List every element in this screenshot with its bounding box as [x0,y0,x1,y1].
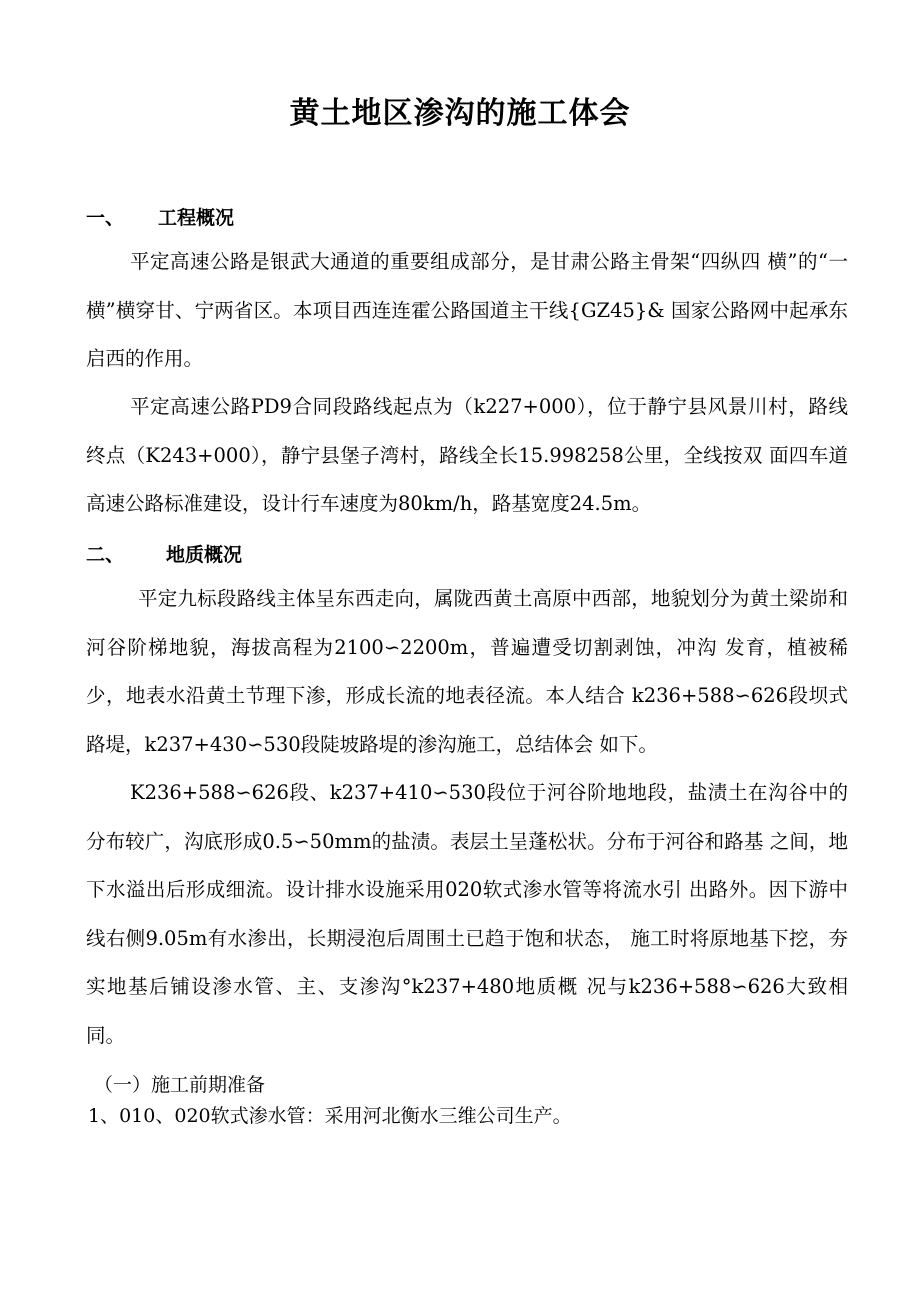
paragraph-overview-1: 平定高速公路是银武大通道的重要组成部分，是甘肃公路主骨架“四纵四 横”的“一横”横穿甘、宁两省区。本项目西连连霍公路国道主干线{GZ45}& 国家公路网中起承东启西的作用。 [86,250,848,370]
section-number-1: 一、 [86,207,125,229]
section-number-2: 二、 [86,544,125,566]
document-title: 黄土地区渗沟的施工体会 [289,96,631,131]
paragraph-overview-2: 平定高速公路PD9合同段路线起点为（k227+000），位于静宁县风景川村，路线终点（K243+000），静宁县堡子湾村，路线全长15.998258公里，全线按双 面四车道高速公路标准建设，设计行车速度为80km/h，路基宽度24.5m。 [86,395,848,515]
section-title-1: 工程概况 [158,207,235,229]
section-title-2: 地质概况 [166,544,243,566]
section-heading-2 [86,540,242,567]
paragraph-geology-2: K236+588∽626段、k237+410∽530段位于河谷阶地地段，盐渍土在沟谷中的分布较广，沟底形成0.5∽50mm的盐渍。表层土呈蓬松状。分布于河谷和路基 之间，地下水溢出后形成细流。设计排水设施采用020软式渗水管等将流水引 出路外。因下游中线右侧9.05m有水渗出，长期浸泡后周围土已趋于饱和状态， 施工时将原地基下挖，夯实地基后铺设渗水管、主、支渗沟°k237+480地质概 况与k236+588∽626大致相同。 [86,781,849,1047]
paragraph-geology-1: 平定九标段路线主体呈东西走向，属陇西黄土高原中西部，地貌划分为黄土梁峁和河谷阶梯地貌，海拔高程为2100∽2200m，普遍遭受切割剥蚀，冲沟 发育，植被稀少，地表水沿黄土节理下渗，形成长流的地表径流。本人结合 k236+588∽626段坝式路堤，k237+430∽530段陡坡路堤的渗沟施工，总结体会 如下。 [86,587,848,756]
section-heading-1 [86,203,234,230]
subsection-heading: （一）施工前期准备 [94,1074,266,1096]
list-item-1: 1、010、020软式渗水管：采用河北衡水三维公司生产。 [88,1105,572,1127]
